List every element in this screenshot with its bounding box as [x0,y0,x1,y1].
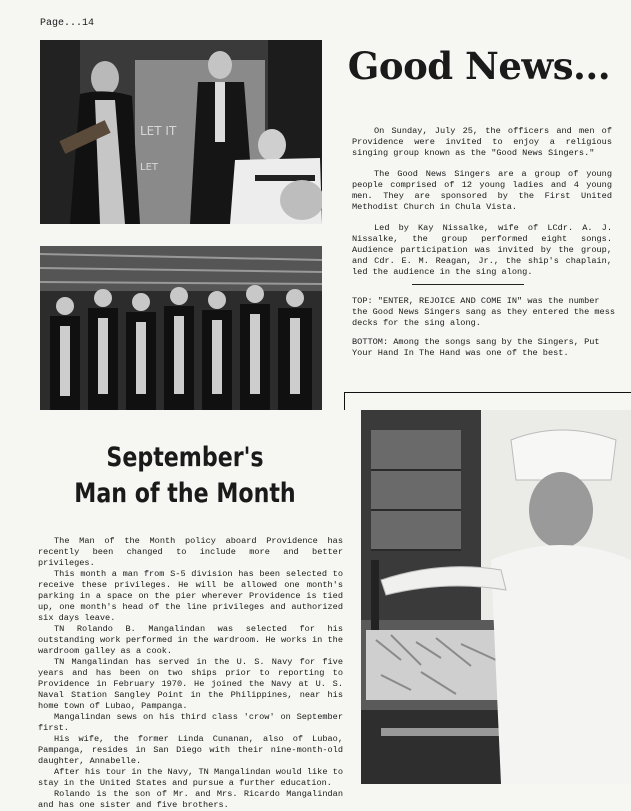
mom-paragraph: The Man of the Month policy aboard Providence has recently been changed to include more and better privileges. [38,536,343,568]
banner-text: LET IT [140,124,177,138]
good-news-paragraph: On Sunday, July 25, the officers and men of Providence were invited to enjoy a religious singing group known as the "Good News Singers." [352,126,612,158]
good-news-paragraph: The Good News Singers are a group of young people comprised of 12 young ladies and 4 young men. They are sponsored by the First United Methodist Church in Chula Vista. [352,169,612,212]
mom-paragraph: Rolando is the son of Mr. and Mrs. Ricardo Mangalindan and has one sister and five brothers. [38,789,343,810]
mom-paragraph: His wife, the former Linda Cunanan, also of Lubao, Pampanga, resides in San Diego with their nine-month-old daughter, Annabelle. [38,734,343,766]
section-divider [412,284,524,285]
good-news-paragraph: Led by Kay Nissalke, wife of LCdr. A. J. Nissalke, the group performed eight songs. Audience participation was invited by the group, and Cdr. E. M. Reagan, Jr., the ship's chaplain, led the audience in the sing along. [352,223,612,277]
good-news-title: Good News... [347,44,611,88]
mom-paragraph: Mangalindan sews on his third class 'crow' on September first. [38,712,343,733]
photo-galley-cook [361,410,631,784]
frame-line-top [344,392,631,393]
mom-paragraph: TN Mangalindan has served in the U. S. Navy for five years and has been on two ships prior to reporting to Providence in February 1970. He joined the Navy at U. S. Naval Station Sangley Point in the Philippines, near his home town of Lubao, Pampanga. [38,657,343,711]
photo-choir-singing [40,246,322,410]
photo-captions [352,296,616,367]
caption-bottom: BOTTOM: Among the songs sang by the Singers, Put Your Hand In The Hand was one of the best. [352,337,600,358]
mom-paragraph: TN Rolando B. Mangalindan was selected for his outstanding work performed in the wardroom. He works in the wardroom galley as a cook. [38,624,343,656]
page-number: Page...14 [40,18,95,29]
photo-singers-entering [40,40,322,224]
man-of-month-title [58,440,312,512]
caption-top: TOP: "ENTER, REJOICE AND COME IN" was the number the Good News Singers sang as they entered the mess decks for the sing along. [352,296,616,328]
mom-paragraph: This month a man from S-5 division has been selected to receive these privileges. He will be allowed one month's parking in a space on the pier wherever Providence is tied up, one month's head of the line privileges and authorized six days leave. [38,569,343,623]
mom-paragraph: After his tour in the Navy, TN Mangalindan would like to stay in the United States and pursue a further education. [38,767,343,788]
man-of-month-title-line1: September's [106,442,264,473]
man-of-month-title-line2: Man of the Month [74,478,296,509]
good-news-body [352,126,612,288]
banner-text-2: LET [140,162,158,173]
frame-line-left [344,392,345,410]
man-of-month-body [38,536,343,811]
